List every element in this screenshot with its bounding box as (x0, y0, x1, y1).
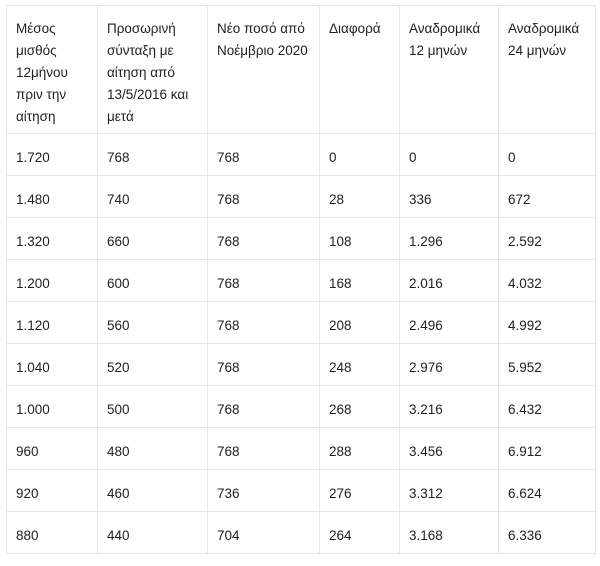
table-row (7, 260, 596, 302)
table-cell: 336 (400, 176, 499, 218)
table-cell: 6.336 (499, 512, 596, 554)
table-cell: 1.000 (7, 386, 98, 428)
table-cell: 0 (320, 134, 400, 176)
table-cell: 768 (208, 344, 320, 386)
table-cell: 920 (7, 470, 98, 512)
table-cell: 768 (208, 134, 320, 176)
header-retro-24-months: Αναδρομικά 24 μηνών (499, 6, 596, 134)
table-cell: 740 (98, 176, 208, 218)
table-cell: 3.312 (400, 470, 499, 512)
table-cell: 108 (320, 218, 400, 260)
table-cell: 4.032 (499, 260, 596, 302)
table-cell: 288 (320, 428, 400, 470)
table-cell: 768 (208, 218, 320, 260)
table-row (7, 176, 596, 218)
table-body (7, 134, 596, 554)
table-cell: 768 (98, 134, 208, 176)
table-cell: 660 (98, 218, 208, 260)
table-cell: 1.480 (7, 176, 98, 218)
header-new-amount: Νέο ποσό από Νοέμβριο 2020 (208, 6, 320, 134)
table-cell: 500 (98, 386, 208, 428)
table-row (7, 512, 596, 554)
table-cell: 264 (320, 512, 400, 554)
table-cell: 28 (320, 176, 400, 218)
table-cell: 1.040 (7, 344, 98, 386)
table-cell: 460 (98, 470, 208, 512)
table-cell: 768 (208, 386, 320, 428)
table-row (7, 386, 596, 428)
table-row (7, 428, 596, 470)
table-cell: 600 (98, 260, 208, 302)
table-cell: 6.912 (499, 428, 596, 470)
table-cell: 2.496 (400, 302, 499, 344)
table-cell: 672 (499, 176, 596, 218)
pension-table (6, 5, 596, 554)
table-cell: 1.200 (7, 260, 98, 302)
table-cell: 0 (400, 134, 499, 176)
header-provisional-pension: Προσωρινή σύνταξη με αίτηση από 13/5/2016 και μετά (98, 6, 208, 134)
header-retro-12-months: Αναδρομικά 12 μηνών (400, 6, 499, 134)
table-cell: 704 (208, 512, 320, 554)
table-cell: 960 (7, 428, 98, 470)
table-row (7, 302, 596, 344)
table-row (7, 134, 596, 176)
table-cell: 480 (98, 428, 208, 470)
table-cell: 248 (320, 344, 400, 386)
table-cell: 2.976 (400, 344, 499, 386)
table-cell: 880 (7, 512, 98, 554)
table-cell: 2.016 (400, 260, 499, 302)
table-cell: 208 (320, 302, 400, 344)
table-cell: 168 (320, 260, 400, 302)
table-cell: 1.720 (7, 134, 98, 176)
table-cell: 268 (320, 386, 400, 428)
table-cell: 520 (98, 344, 208, 386)
table-cell: 4.992 (499, 302, 596, 344)
table-cell: 736 (208, 470, 320, 512)
table-cell: 0 (499, 134, 596, 176)
header-difference: Διαφορά (320, 6, 400, 134)
table-cell: 440 (98, 512, 208, 554)
table-cell: 1.296 (400, 218, 499, 260)
table-cell: 5.952 (499, 344, 596, 386)
table-cell: 768 (208, 302, 320, 344)
table-cell: 6.432 (499, 386, 596, 428)
table-cell: 768 (208, 260, 320, 302)
table-cell: 276 (320, 470, 400, 512)
table-cell: 3.168 (400, 512, 499, 554)
table-cell: 560 (98, 302, 208, 344)
table-row (7, 218, 596, 260)
table-cell: 3.456 (400, 428, 499, 470)
table-row (7, 470, 596, 512)
table-row (7, 344, 596, 386)
table-cell: 768 (208, 428, 320, 470)
table-cell: 3.216 (400, 386, 499, 428)
table-cell: 1.320 (7, 218, 98, 260)
table-cell: 768 (208, 176, 320, 218)
table-cell: 1.120 (7, 302, 98, 344)
header-row (7, 6, 596, 134)
table-cell: 6.624 (499, 470, 596, 512)
table-cell: 2.592 (499, 218, 596, 260)
header-avg-salary: Μέσος μισθός 12μήνου πριν την αίτηση (7, 6, 98, 134)
table-header (7, 6, 596, 134)
